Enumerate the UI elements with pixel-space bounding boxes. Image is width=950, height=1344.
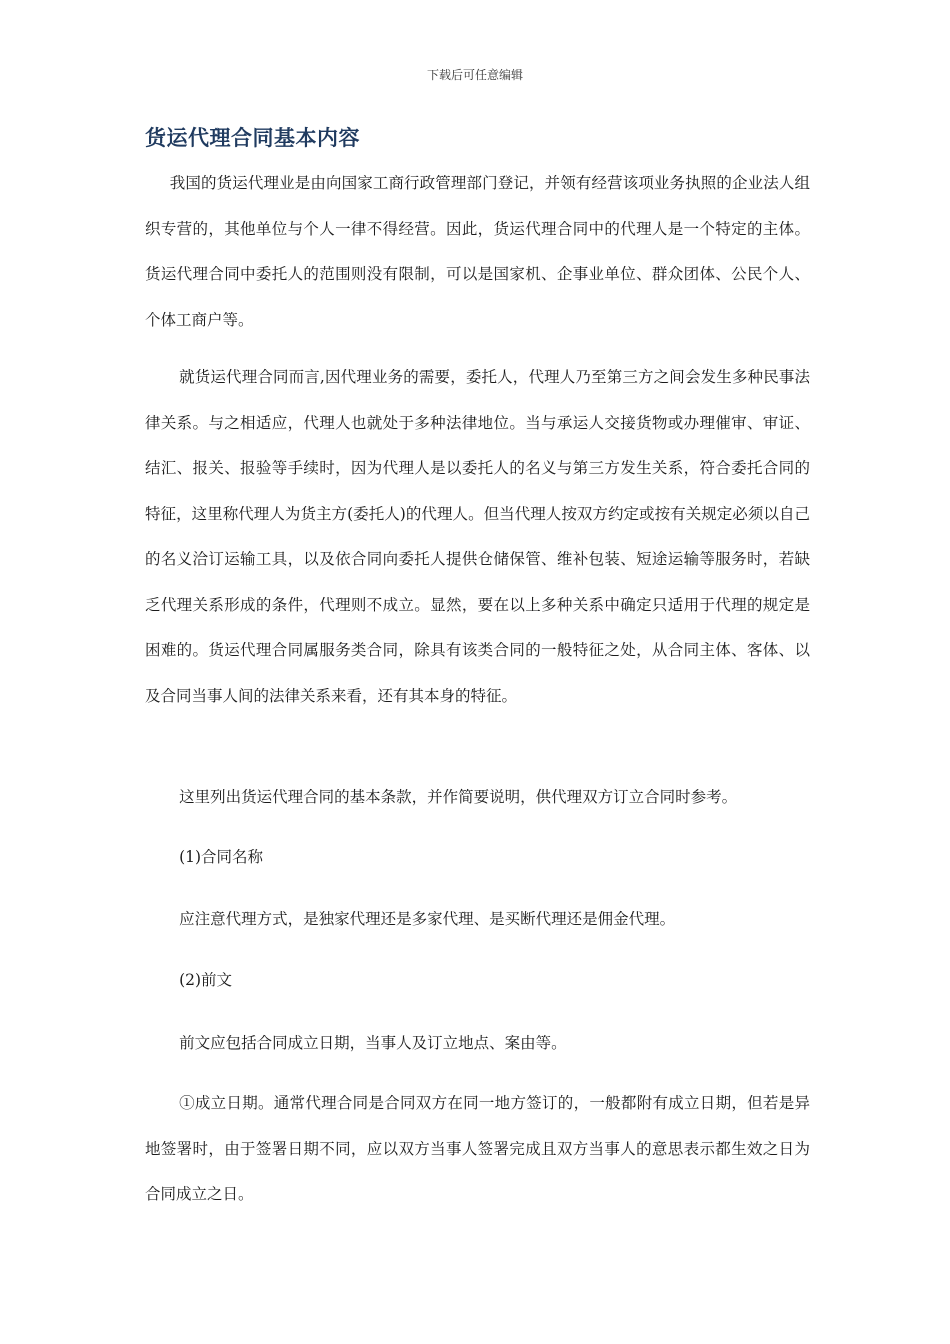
clause-heading-preamble: (2)前文 xyxy=(179,971,233,989)
clause-heading-contract-name: (1)合同名称 xyxy=(179,848,264,866)
paragraph-establish-date: ①成立日期。通常代理合同是合同双方在同一地方签订的，一般都附有成立日期，但若是异地签署时，由于签署日期不同，应以双方当事人签署完成且双方当事人的意思表示都生效之日为合同成立之日。 xyxy=(145,1094,810,1203)
document-title: 货运代理合同基本内容 xyxy=(145,126,360,150)
paragraph-contract-name: 应注意代理方式，是独家代理还是多家代理、是买断代理还是佣金代理。 xyxy=(179,910,676,928)
page-header: 下载后可任意编辑 xyxy=(426,68,523,82)
paragraph-legal-relations: 就货运代理合同而言,因代理业务的需要，委托人，代理人乃至第三方之间会发生多种民事法律关系。与之相适应，代理人也就处于多种法律地位。当与承运人交接货物或办理催审、审证、结汇、报关、报验等手续时，因为代理人是以委托人的名义与第三方发生关系，符合委托合同的特征，这里称代理人为货主方(委托人)的代理人。但当代理人按双方约定或按有关规定必须以自己的名义洽订运输工具，以及依合同向委托人提供仓储保管、维补包装、短途运输等服务时，若缺乏代理关系形成的条件，代理则不成立。显然，要在以上多种关系中确定只适用于代理的规定是困难的。货运代理合同属服务类合同，除具有该类合同的一般特征之处，从合同主体、客体、以及合同当事人间的法律关系来看，还有其本身的特征。 xyxy=(145,368,810,705)
paragraph-intro: 我国的货运代理业是由向国家工商行政管理部门登记，并领有经营该项业务执照的企业法人组织专营的，其他单位与个人一律不得经营。因此，货运代理合同中的代理人是一个特定的主体。货运代理合同中委托人的范围则没有限制，可以是国家机、企事业单位、群众团体、公民个人、个体工商户等。 xyxy=(145,174,810,329)
paragraph-preamble: 前文应包括合同成立日期，当事人及订立地点、案由等。 xyxy=(179,1034,567,1052)
paragraph-clauses-intro: 这里列出货运代理合同的基本条款，并作简要说明，供代理双方订立合同时参考。 xyxy=(179,788,738,806)
